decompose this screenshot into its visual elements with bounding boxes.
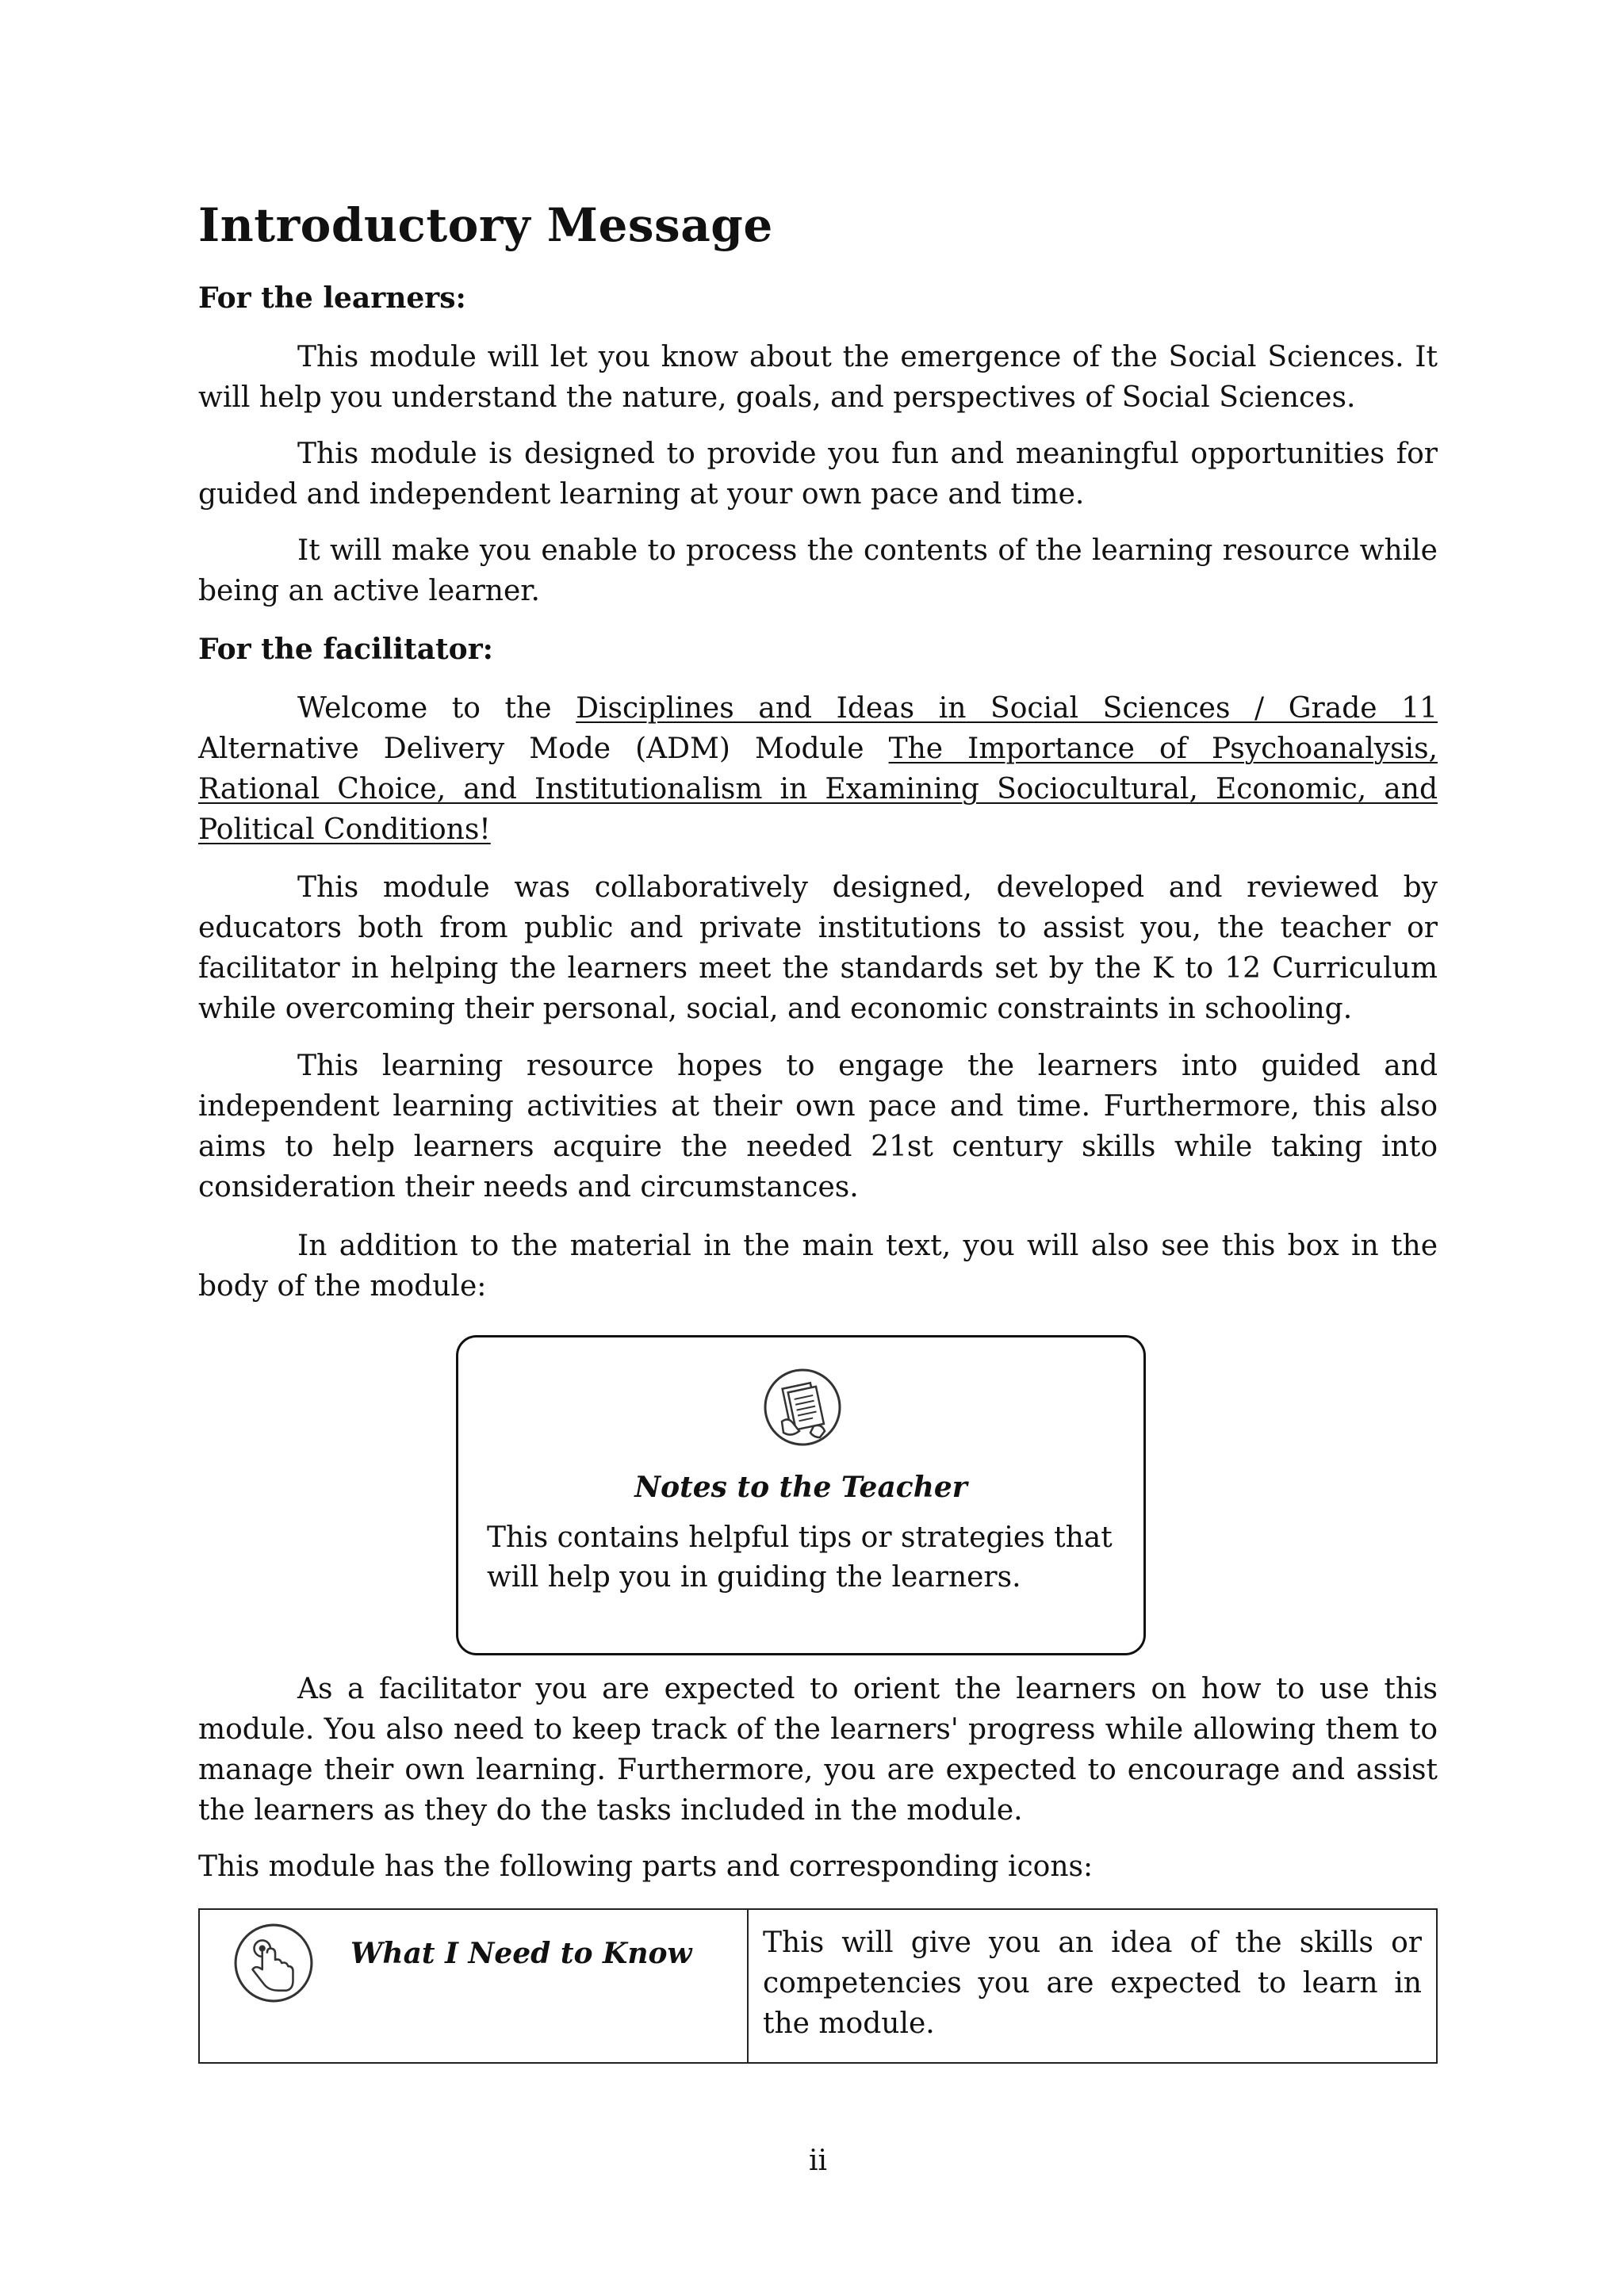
notes-box-title: Notes to the Teacher	[634, 1471, 967, 1504]
facilitator-heading: For the facilitator:	[198, 633, 493, 666]
learners-paragraph-2: This module is designed to provide you fun and meaningful opportunities for guided and independent learning at your own pace and time.	[198, 438, 1438, 511]
facilitator-welcome: Welcome to the Disciplines and Ideas in Social Sciences / Grade 11 Alternative Delivery Mode (ADM) Module The Importance of Psychoanalysis, Rational Choice, and Institutionalism in Examining Sociocultural, Economic, and Political Conditions!	[198, 692, 1438, 846]
part-name-cell	[199, 1909, 748, 2063]
tap-hand-icon	[233, 1923, 314, 2003]
learners-paragraph-3: It will make you enable to process the contents of the learning resource while being an active learner.	[198, 534, 1438, 607]
after-box-paragraph-2: This module has the following parts and corresponding icons:	[198, 1850, 1094, 1883]
facilitator-paragraph-3: This learning resource hopes to engage the learners into guided and independent learning activities at their own pace and time. Furthermore, this also aims to help learners acquire the needed 21st century skills while taking into consideration their needs and circumstances.	[198, 1050, 1438, 1203]
page-number: ii	[808, 2145, 828, 2177]
part-name-label: What I Need to Know	[350, 1937, 692, 1970]
module-parts-table	[198, 1908, 1438, 2064]
notes-to-teacher-box	[456, 1335, 1146, 1655]
page-title: Introductory Message	[198, 198, 773, 252]
table-row	[199, 1909, 1437, 2063]
notes-box-text: This contains helpful tips or strategies that will help you in guiding the learners.	[487, 1521, 1113, 1594]
document-page	[198, 0, 1438, 2296]
subject-title-link: Disciplines and Ideas in Social Sciences / Grade 11	[576, 692, 1438, 725]
after-box-paragraph-1: As a facilitator you are expected to orient the learners on how to use this module. You also need to keep track of the learners' progress while allowing them to manage their own learning. Furthermore, you are expected to encourage and assist the learners as they do the tasks included in the module.	[198, 1673, 1438, 1827]
learners-paragraph-1: This module will let you know about the emergence of the Social Sciences. It will help you understand the nature, goals, and perspectives of Social Sciences.	[198, 341, 1438, 414]
part-description-cell: This will give you an idea of the skills or competencies you are expected to learn in the module.	[748, 1909, 1437, 2063]
learners-heading: For the learners:	[198, 281, 466, 315]
module-title-link: The Importance of Psychoanalysis, Rational Choice, and Institutionalism in Examining Sociocultural, Economic, and Political Conditions!	[198, 733, 1438, 846]
notes-icon	[763, 1368, 842, 1447]
facilitator-paragraph-2: This module was collaboratively designed, developed and reviewed by educators both from public and private institutions to assist you, the teacher or facilitator in helping the learners meet the standards set by the K to 12 Curriculum while overcoming their personal, social, and economic constraints in schooling.	[198, 871, 1438, 1025]
facilitator-paragraph-4: In addition to the material in the main text, you will also see this box in the body of the module:	[198, 1230, 1438, 1303]
